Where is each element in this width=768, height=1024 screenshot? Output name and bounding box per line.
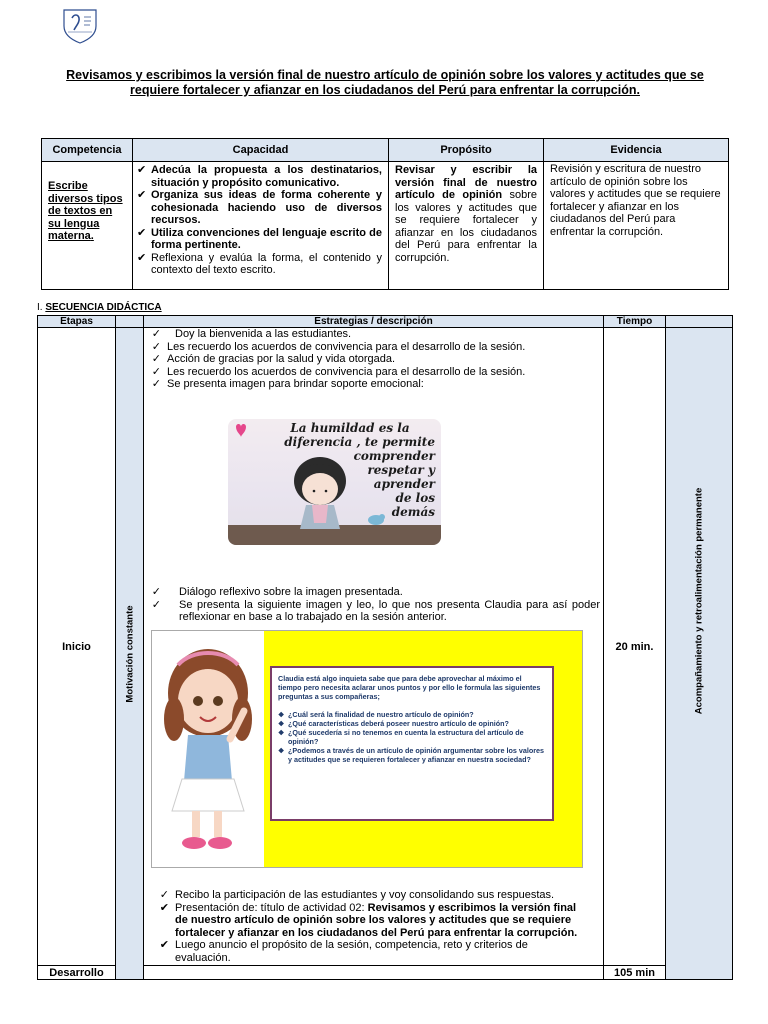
proposito-cell: Revisar y escribir la versión final de nuestro artículo de opinión sobre los valores y actitudes que se requiere fortalecer y afianzar en los ciudadanos del Perú para enfrentar la corrupción. [389,162,544,290]
inicio-list-1 [150,328,590,391]
checkmark-icon: ✔ [137,226,147,239]
list-item: ✓ Se presenta imagen para brindar soporte emocional: [151,378,424,391]
accompaniment-label: Acompañamiento y retroalimentación permanente [693,488,705,715]
section-title: I. SECUENCIA DIDÁCTICA [37,302,162,313]
inicio-list-3 [158,889,578,965]
page-title: Revisamos y escribimos la versión final de nuestro artículo de opinión sobre los valores y actitudes que se requiere fortalecer y afianzar en los ciudadanos del Perú para enfrentar la corrupción. [66,68,704,97]
list-item: ✔ Organiza sus ideas de forma coherente y cohesionada haciendo uso de diversos recursos. [137,189,382,226]
competencia-cell: Escribe diversos tipos de textos en su lengua materna. [42,162,133,290]
header-tiempo: Tiempo [604,316,666,328]
desarrollo-description [144,966,604,980]
list-item: ✔ Utiliza convenciones del lenguaje escrito de forma pertinente. [137,226,382,251]
list-item: ✔ Luego anuncio el propósito de la sesión, competencia, reto y criterios de evaluación. [159,939,528,964]
diamond-bullet-icon: ❖ [278,710,285,719]
diamond-bullet-icon: ❖ [278,719,285,728]
diamond-bullet-icon: ❖ [278,746,285,755]
list-item: ✓ Les recuerdo los acuerdos de convivencia para el desarrollo de la sesión. [151,365,526,378]
list-item: ❖ ¿Qué características deberá poseer nuestro artículo de opinión? [278,719,509,728]
motivation-label: Motivación constante [124,604,135,703]
claudia-question-list [278,710,546,764]
checkmark-icon: ✓ [151,586,161,598]
header-proposito: Propósito [389,139,544,162]
checkmark-icon: ✔ [137,164,147,176]
list-item: ✔ Reflexiona y evalúa la forma, el contenido y contexto del texto escrito. [137,251,382,276]
checkmark-icon: ✓ [159,889,169,901]
checkmark-icon: ✔ [159,939,169,952]
list-item: ✓ Diálogo reflexivo sobre la imagen presentada. [151,586,403,598]
competency-table [41,138,729,290]
list-item: ✓ Se presenta la siguiente imagen y leo, lo que nos presenta Claudia para así poder reflexionar en base a lo trabajado en la sesión anterior. [151,598,600,624]
list-item: ✔ Presentación de: título de actividad 02: Revisamos y escribimos la versión final de nuestro artículo de opinión sobre los valores y actitudes que se requiere fortalecer y afianzar en los ciudadanos del Perú para enfrentar la corrupción. [159,901,578,939]
humility-image-text: La humildad es la diferencia , te permite comprender respetar y aprender de los demás [284,421,435,519]
sequence-table [37,315,733,980]
evidencia-cell: Revisión y escritura de nuestro artículo de opinión sobre los valores y actitudes que se requiere fortalecer y afianzar en los ciudadanos del Perú para enfrentar la corrupción. [544,162,729,290]
list-item: ✔ Adecúa la propuesta a los destinatarios, situación y propósito comunicativo. [137,164,382,189]
list-item: ❖ ¿Podemos a través de un artículo de opinión argumentar sobre los valores y actitudes que se requieren fortalecer y afianzar en nuestra sociedad? [278,746,545,764]
list-item: ✓ Recibo la participación de las estudiantes y voy consolidando sus respuestas. [159,889,555,901]
competencia-text: Escribe diversos tipos de textos en su lengua materna [48,180,123,242]
capacidad-cell [133,162,389,290]
checkmark-icon: ✓ [151,328,161,340]
claudia-intro: Claudia está algo inquieta sabe que para debe aprovechar al máximo el tiempo pero necesita aclarar unos puntos y por ello le formula las siguientes preguntas a sus compañeras; [278,674,541,701]
header-etapas: Etapas [38,316,116,328]
list-item: ✓ Les recuerdo los acuerdos de convivencia para el desarrollo de la sesión. [151,340,526,353]
checkmark-icon: ✔ [137,189,147,201]
checkmark-icon: ✔ [159,901,169,914]
school-crest-logo [60,8,100,44]
header-evidencia: Evidencia [544,139,729,162]
list-item: ✓ Doy la bienvenida a las estudiantes. [151,328,352,340]
claudia-image [151,630,583,868]
tiempo-desarrollo: 105 min [604,966,666,980]
tiempo-inicio: 20 min. [604,328,666,966]
checkmark-icon: ✓ [151,598,161,611]
accompaniment-column [666,328,733,980]
checkmark-icon: ✓ [151,378,161,391]
header-estrategias: Estrategias / descripción [144,316,604,328]
header-competencia: Competencia [42,139,133,162]
checkmark-icon: ✔ [137,251,147,264]
capacidad-list [133,162,388,277]
heart-icon [236,424,246,437]
humility-image [228,419,441,545]
motivation-column [116,328,144,980]
inicio-description [144,328,604,966]
checkmark-icon: ✓ [151,340,161,353]
list-item: ❖ ¿Cuál será la finalidad de nuestro artículo de opinión? [278,710,474,719]
checkmark-icon: ✓ [151,365,161,378]
list-item: ✓ Acción de gracias por la salud y vida otorgada. [151,353,396,366]
etapa-inicio: Inicio [38,328,116,966]
checkmark-icon: ✓ [151,353,161,366]
list-item: ❖ ¿Qué sucedería si no tenemos en cuenta la estructura del artículo de opinión? [278,728,524,746]
header-capacidad: Capacidad [133,139,389,162]
diamond-bullet-icon: ❖ [278,728,285,737]
claudia-questions-box [270,666,554,821]
inicio-list-2 [150,586,600,624]
etapa-desarrollo: Desarrollo [38,966,116,980]
